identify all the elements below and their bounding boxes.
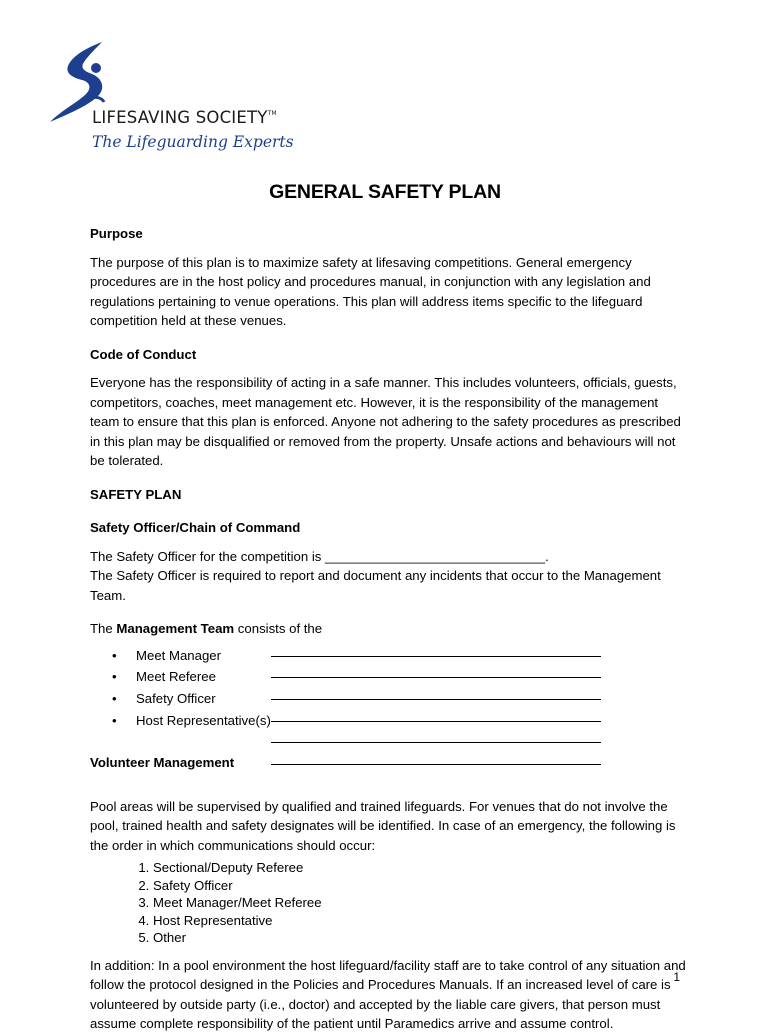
- list-item: • Safety Officer: [90, 688, 690, 710]
- conduct-text: Everyone has the responsibility of acting in a safe manner. This includes volunteers, officials, guests, competitors, coaches, meet management etc. However, it is the responsibility of the management team to ensure that this plan is enforced. Anyone not adhering to the safety procedures as prescribed in this plan may be disqualified or removed from the property. Unsafe actions and behaviours will not be tolerated.: [90, 375, 681, 468]
- list-item: 2. Safety Officer: [153, 877, 690, 895]
- page-title: GENERAL SAFETY PLAN: [269, 181, 501, 203]
- volunteer-heading: Volunteer Management: [90, 754, 235, 770]
- list-item: 3. Meet Manager/Meet Referee: [153, 894, 690, 912]
- list-item: • Meet Manager: [90, 645, 690, 667]
- conduct-heading: Code of Conduct: [90, 346, 197, 362]
- management-intro: The Management Team consists of the: [90, 621, 323, 636]
- volunteer-text: Pool areas will be supervised by qualified and trained lifeguards. For venues that do not involve the pool, trained health and safety designates will be identified. In case of an emergency, the following is the order in which communications should occur:: [90, 798, 676, 853]
- list-item: 1. Sectional/Deputy Referee: [153, 859, 690, 877]
- volunteer-heading-row: [90, 753, 690, 775]
- list-item: 5. Other: [153, 929, 690, 947]
- safety-plan-heading: SAFETY PLAN: [90, 486, 182, 502]
- document-body: [90, 224, 690, 1034]
- safety-officer-report: The Safety Officer is required to report and document any incidents that occur to the Management Team.: [90, 568, 661, 603]
- safety-officer-line: The Safety Officer for the competition is ______________________________.: [90, 548, 549, 564]
- chain-heading: Safety Officer/Chain of Command: [90, 520, 301, 535]
- purpose-text: The purpose of this plan is to maximize safety at lifesaving competitions. General emergency procedures are in the host policy and procedures manual, in conjunction with any legislation and regulations pertaining to venue operations. This plan will address items specific to the lifeguard competition held at these venues.: [90, 254, 651, 328]
- logo-tagline: The Lifeguarding Experts: [92, 133, 294, 151]
- management-roles-list: [90, 645, 690, 753]
- page-number: 1: [673, 970, 680, 984]
- list-item: 4. Host Representative: [153, 912, 690, 930]
- list-item: [90, 731, 690, 753]
- list-item: • Host Representative(s): [90, 710, 690, 732]
- purpose-heading: Purpose: [90, 226, 143, 241]
- list-item: • Meet Referee: [90, 666, 690, 688]
- logo-name: LIFESAVING SOCIETY™: [92, 108, 277, 127]
- addition-text: In addition: In a pool environment the host lifeguard/facility staff are to take control of any situation and follow the protocol designed in the Policies and Procedures Manuals. If an increased level of care is volunteered by outside party (i.e., doctor) and accepted by the liable care givers, that person must assume complete responsibility of the patient until Paramedics arrive and assume control.: [90, 957, 686, 1032]
- communication-order-list: [90, 859, 690, 947]
- lifesaving-society-logo: [44, 38, 294, 158]
